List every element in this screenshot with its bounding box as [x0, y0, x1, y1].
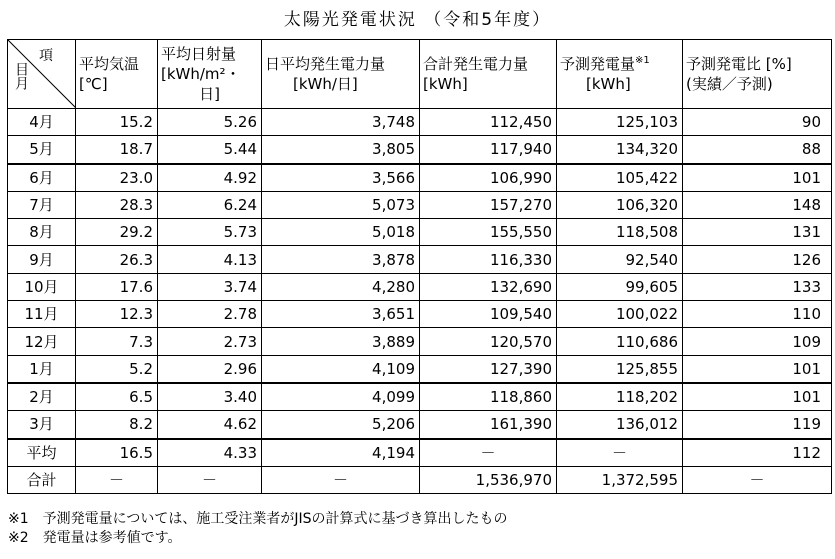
cell-irr: 2.96	[158, 355, 262, 383]
header-avg-temp: 平均気温 [℃]	[76, 40, 158, 109]
cell-irr: 5.73	[158, 219, 262, 246]
cell-temp: 8.2	[76, 411, 158, 439]
cell-total: 155,550	[420, 219, 557, 246]
cell-temp: －	[76, 466, 158, 493]
table-row	[8, 328, 832, 355]
table-row	[8, 191, 832, 218]
table-row	[8, 439, 832, 467]
cell-daily: 5,073	[262, 191, 420, 218]
cell-ratio: 131	[683, 219, 832, 246]
cell-total: 112,450	[420, 109, 557, 136]
table-row	[8, 411, 832, 439]
cell-ratio: 110	[683, 301, 832, 328]
cell-total: 116,330	[420, 246, 557, 273]
table-row	[8, 355, 832, 383]
cell-temp: 5.2	[76, 355, 158, 383]
cell-m-label: 4月	[8, 109, 76, 136]
table-row	[8, 466, 832, 493]
cell-m-label: 6月	[8, 164, 76, 192]
cell-irr: 2.73	[158, 328, 262, 355]
cell-m-label: 10月	[8, 273, 76, 300]
cell-daily: －	[262, 466, 420, 493]
corner-header-cell	[8, 40, 76, 109]
header-total-power: 合計発生電力量 [kWh]	[420, 40, 557, 109]
corner-label-item: 項	[39, 48, 53, 64]
cell-pred: 1,372,595	[557, 466, 683, 493]
cell-ratio: 109	[683, 328, 832, 355]
cell-m-label: 3月	[8, 411, 76, 439]
cell-temp: 23.0	[76, 164, 158, 192]
corner-label-month: 目月	[13, 62, 29, 90]
cell-daily: 4,194	[262, 439, 420, 467]
cell-total: 127,390	[420, 355, 557, 383]
table-row	[8, 219, 832, 246]
cell-ratio: 101	[683, 355, 832, 383]
table-row	[8, 246, 832, 273]
cell-irr: 5.44	[158, 136, 262, 164]
footnotes	[8, 510, 508, 548]
cell-pred: 125,103	[557, 109, 683, 136]
cell-daily: 5,018	[262, 219, 420, 246]
cell-pred: 136,012	[557, 411, 683, 439]
cell-pred: 110,686	[557, 328, 683, 355]
cell-total: 118,860	[420, 383, 557, 411]
solar-generation-table	[7, 39, 832, 494]
cell-ratio: 88	[683, 136, 832, 164]
cell-pred: 125,855	[557, 355, 683, 383]
cell-pred: 92,540	[557, 246, 683, 273]
cell-pred: 134,320	[557, 136, 683, 164]
cell-daily: 5,206	[262, 411, 420, 439]
cell-temp: 29.2	[76, 219, 158, 246]
cell-ratio: 119	[683, 411, 832, 439]
page-title: 太陽光発電状況 （令和5年度）	[283, 10, 552, 30]
cell-ratio: 112	[683, 439, 832, 467]
cell-m-label: 平均	[8, 439, 76, 467]
cell-ratio: 101	[683, 164, 832, 192]
cell-daily: 3,805	[262, 136, 420, 164]
cell-m-label: 12月	[8, 328, 76, 355]
header-predicted-power: 予測発電量$^{※1}$ [kWh]	[557, 40, 683, 109]
cell-m-label: 11月	[8, 301, 76, 328]
cell-m-label: 2月	[8, 383, 76, 411]
cell-total: 109,540	[420, 301, 557, 328]
cell-m-label: 5月	[8, 136, 76, 164]
cell-pred: 100,022	[557, 301, 683, 328]
cell-temp: 16.5	[76, 439, 158, 467]
table-row	[8, 383, 832, 411]
cell-daily: 3,566	[262, 164, 420, 192]
cell-temp: 7.3	[76, 328, 158, 355]
cell-m-label: 8月	[8, 219, 76, 246]
cell-total: 120,570	[420, 328, 557, 355]
cell-irr: －	[158, 466, 262, 493]
cell-irr: 5.26	[158, 109, 262, 136]
cell-temp: 15.2	[76, 109, 158, 136]
cell-ratio: －	[683, 466, 832, 493]
cell-daily: 3,748	[262, 109, 420, 136]
cell-irr: 6.24	[158, 191, 262, 218]
cell-irr: 4.13	[158, 246, 262, 273]
cell-irr: 3.40	[158, 383, 262, 411]
cell-irr: 4.62	[158, 411, 262, 439]
cell-pred: －	[557, 439, 683, 467]
cell-irr: 2.78	[158, 301, 262, 328]
header-irradiation: 平均日射量 [kWh/m²・ 日]	[158, 40, 262, 109]
cell-daily: 4,109	[262, 355, 420, 383]
cell-daily: 4,280	[262, 273, 420, 300]
table-row	[8, 273, 832, 300]
cell-m-label: 1月	[8, 355, 76, 383]
table-row	[8, 164, 832, 192]
cell-daily: 3,878	[262, 246, 420, 273]
cell-total: 161,390	[420, 411, 557, 439]
cell-irr: 4.92	[158, 164, 262, 192]
cell-ratio: 148	[683, 191, 832, 218]
cell-total: 132,690	[420, 273, 557, 300]
cell-temp: 26.3	[76, 246, 158, 273]
cell-irr: 4.33	[158, 439, 262, 467]
cell-temp: 6.5	[76, 383, 158, 411]
cell-m-label: 合計	[8, 466, 76, 493]
header-row	[8, 40, 832, 109]
header-ratio: 予測発電比 [%] (実績／予測)	[683, 40, 832, 109]
cell-total: 117,940	[420, 136, 557, 164]
cell-daily: 3,651	[262, 301, 420, 328]
cell-pred: 118,508	[557, 219, 683, 246]
header-daily-power: 日平均発生電力量 [kWh/日]	[262, 40, 420, 109]
cell-pred: 105,422	[557, 164, 683, 192]
footnote-2: ※2 発電量は参考値です。	[8, 530, 182, 546]
cell-temp: 28.3	[76, 191, 158, 218]
cell-temp: 18.7	[76, 136, 158, 164]
cell-total: －	[420, 439, 557, 467]
cell-pred: 99,605	[557, 273, 683, 300]
table-row	[8, 136, 832, 164]
cell-total: 1,536,970	[420, 466, 557, 493]
cell-daily: 4,099	[262, 383, 420, 411]
cell-pred: 106,320	[557, 191, 683, 218]
cell-m-label: 7月	[8, 191, 76, 218]
cell-ratio: 101	[683, 383, 832, 411]
table-row	[8, 109, 832, 136]
cell-m-label: 9月	[8, 246, 76, 273]
cell-ratio: 133	[683, 273, 832, 300]
footnote-1: ※1 予測発電量については、施工受注業者がJISの計算式に基づき算出したもの	[8, 511, 508, 527]
cell-ratio: 90	[683, 109, 832, 136]
cell-temp: 17.6	[76, 273, 158, 300]
cell-total: 157,270	[420, 191, 557, 218]
cell-temp: 12.3	[76, 301, 158, 328]
cell-ratio: 126	[683, 246, 832, 273]
cell-irr: 3.74	[158, 273, 262, 300]
table-row	[8, 301, 832, 328]
cell-total: 106,990	[420, 164, 557, 192]
cell-daily: 3,889	[262, 328, 420, 355]
cell-pred: 118,202	[557, 383, 683, 411]
